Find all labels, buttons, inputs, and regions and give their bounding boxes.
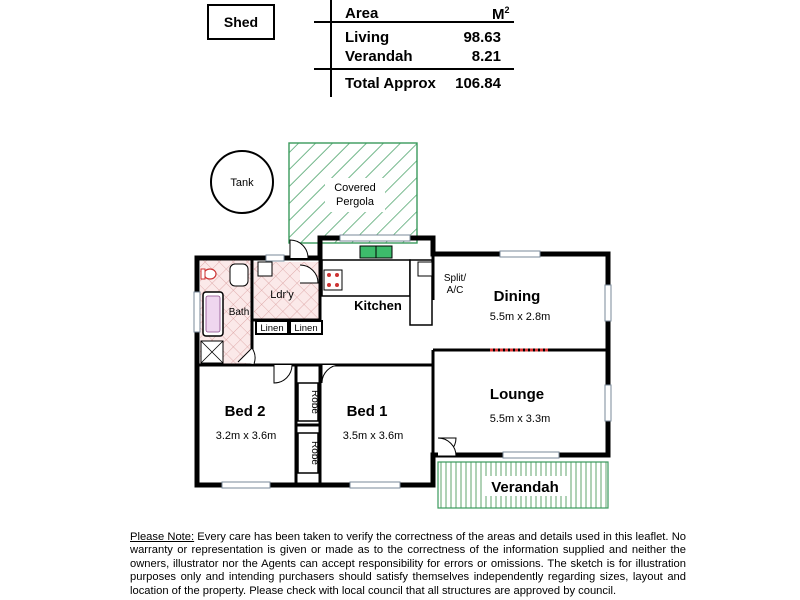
dining-size: 5.5m x 2.8m (489, 311, 551, 323)
area-row-living-label: Living (345, 29, 390, 46)
toilet (204, 269, 216, 279)
split-ac-unit (418, 262, 432, 276)
bed2-size: 3.2m x 3.6m (215, 430, 277, 442)
disclaimer-note (130, 531, 686, 598)
area-total-label: Total Approx (345, 75, 436, 92)
area-total-value: 106.84 (455, 75, 501, 92)
verandah-label: Verandah (491, 479, 559, 496)
pergola-label-1: Covered (334, 182, 376, 194)
bed1-size: 3.5m x 3.6m (342, 430, 404, 442)
linen-label-1: Linen (260, 323, 284, 334)
bath-label: Bath (228, 307, 250, 318)
disclaimer-heading: Please Note: (130, 531, 195, 543)
linen-label-2: Linen (294, 323, 318, 334)
area-header-label: Area (345, 5, 379, 22)
laundry-label: Ldr'y (270, 289, 294, 301)
kitchen-label: Kitchen (354, 298, 402, 313)
split-ac-label-2: A/C (446, 285, 464, 296)
area-row-living-value: 98.63 (463, 29, 501, 46)
tank-label: Tank (230, 177, 254, 189)
area-row-verandah-label: Verandah (345, 48, 413, 65)
area-header-unit: $M^2$ (492, 5, 510, 23)
cooktop (324, 270, 342, 290)
lounge-label: Lounge (489, 386, 545, 403)
bed2-label: Bed 2 (224, 403, 266, 420)
dining-label: Dining (493, 288, 541, 305)
disclaimer-body: Every care has been taken to verify the correctness of the areas and details used in this leaflet. No warranty or representation is given or made as to the correctness of the information supplied and neither the owners, illustrator nor the Agents can accept responsibility for errors or omissions. The sketch is for illustration purposes only and intending purchasers should satisfy themselves independently regarding sizes, layout and location of the property. Please check with local council that all structures are approved by council. (130, 531, 686, 597)
bed1-label: Bed 1 (346, 403, 388, 420)
lounge-size: 5.5m x 3.3m (489, 413, 551, 425)
vanity-basin (230, 264, 248, 286)
laundry-trough (258, 262, 272, 276)
robe-label-2: Robe (309, 441, 320, 465)
robe-label-1: Robe (309, 390, 320, 414)
shed-label: Shed (223, 14, 259, 30)
pergola-label-2: Pergola (336, 196, 374, 208)
area-row-verandah-value: 8.21 (471, 48, 501, 65)
split-ac-label-1: Split/ (443, 273, 467, 284)
